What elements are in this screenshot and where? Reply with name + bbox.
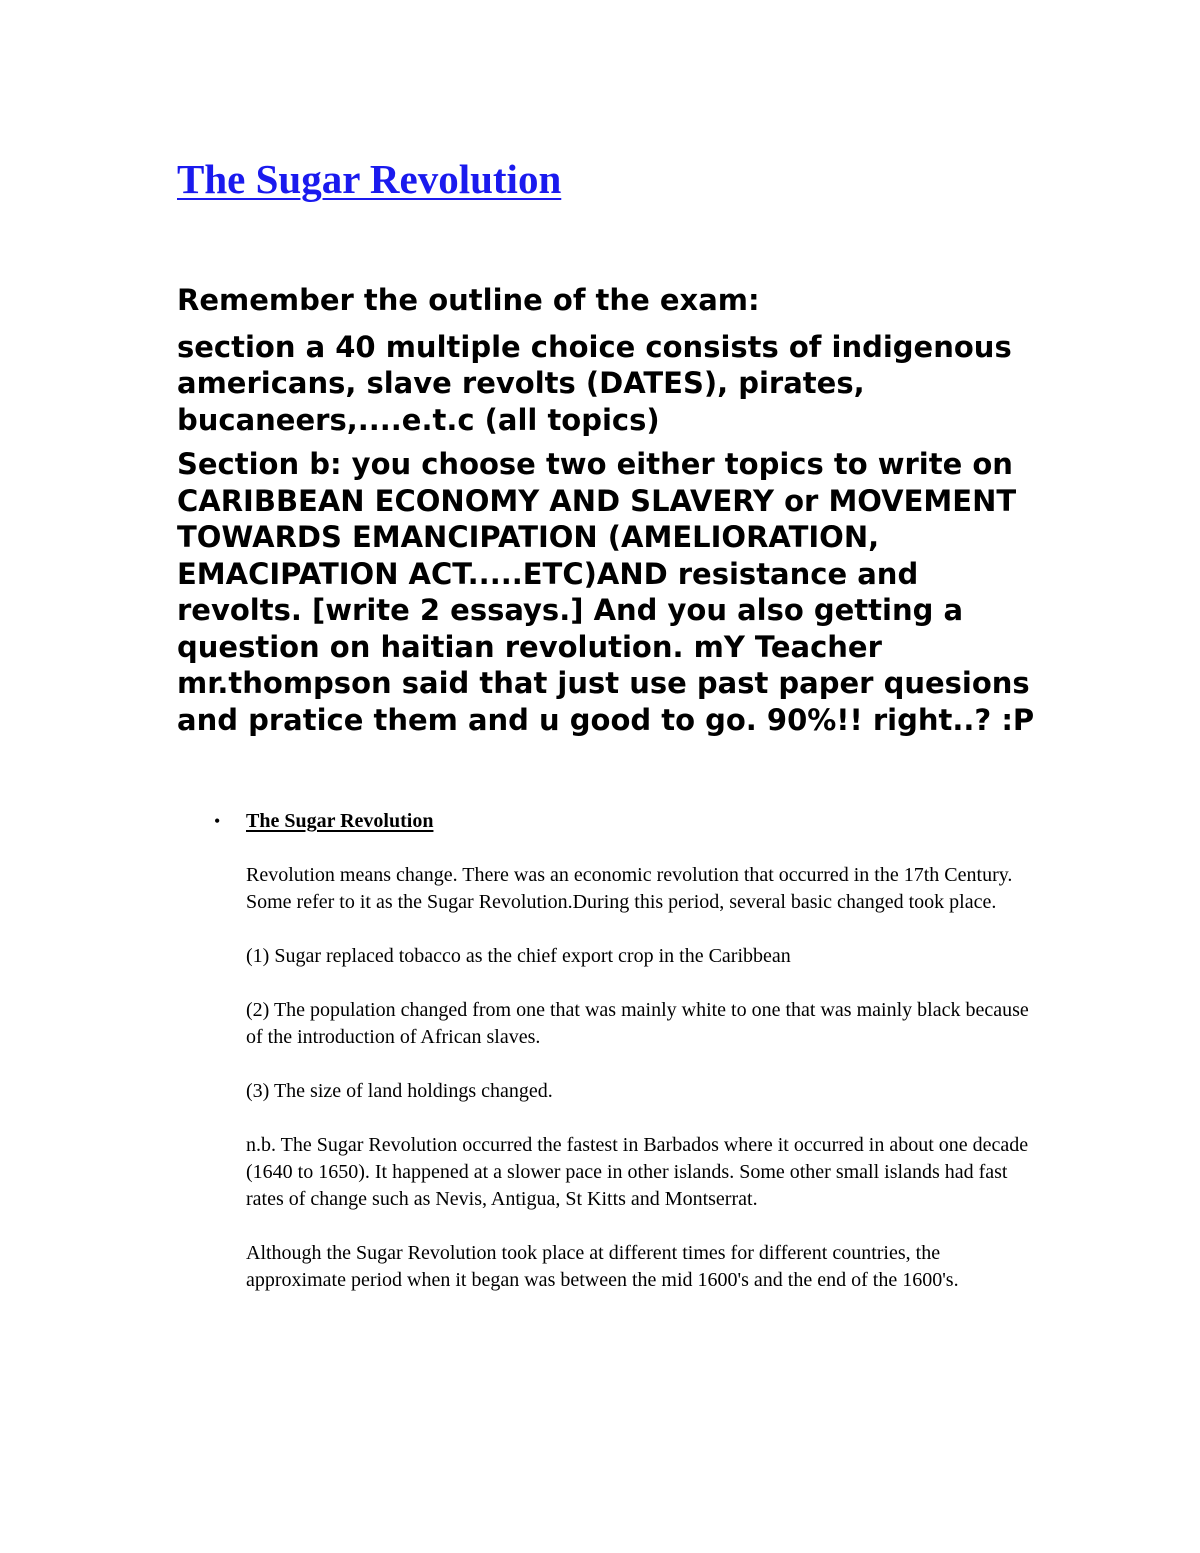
paragraph-point-2: (2) The population changed from one that was mainly white to one that was mainly black because of the introduction of African slaves. xyxy=(246,999,1029,1048)
document-title: The Sugar Revolution xyxy=(177,156,562,202)
paragraph-point-3: (3) The size of land holdings changed. xyxy=(246,1080,553,1102)
paragraph-note: n.b. The Sugar Revolution occurred the fastest in Barbados where it occurred in about one decade (1640 to 1650). It happened at a slower pace in other islands. Some other small islands had fast rates of change such as Nevis, Antigua, St Kitts and Montserrat. xyxy=(246,1134,1029,1210)
document-page xyxy=(177,150,1037,1321)
bullet-item xyxy=(214,808,1036,835)
paragraph-point-1: (1) Sugar replaced tobacco as the chief export crop in the Caribbean xyxy=(246,945,791,967)
bullet-title: The Sugar Revolution xyxy=(246,810,434,832)
paragraph-intro: Revolution means change. There was an economic revolution that occurred in the 17th Century. Some refer to it as the Sugar Revolution.During this period, several basic changed took place. xyxy=(246,864,1013,913)
main-content xyxy=(214,808,1036,1294)
exam-notes xyxy=(177,282,1037,738)
bullet-icon: • xyxy=(214,811,221,831)
exam-notes-section-a: section a 40 multiple choice consists of indigenous americans, slave revolts (DATES), pirates, bucaneers,....e.t.c (all topics) xyxy=(177,329,1012,437)
exam-notes-heading: Remember the outline of the exam: xyxy=(177,283,760,317)
exam-notes-section-b: Section b: you choose two either topics to write on CARIBBEAN ECONOMY AND SLAVERY or MOVEMENT TOWARDS EMANCIPATION (AMELIORATION, EMACIPATION ACT.....ETC)AND resistance and revolts. [write 2 essays.] And you also getting a question on haitian revolution. mY Teacher mr.thompson said that just use past paper quesions and pratice them and u good to go. 90%!! right..? :P xyxy=(177,447,1035,737)
paragraph-period: Although the Sugar Revolution took place at different times for different countries, the approximate period when it began was between the mid 1600's and the end of the 1600's. xyxy=(246,1242,959,1291)
